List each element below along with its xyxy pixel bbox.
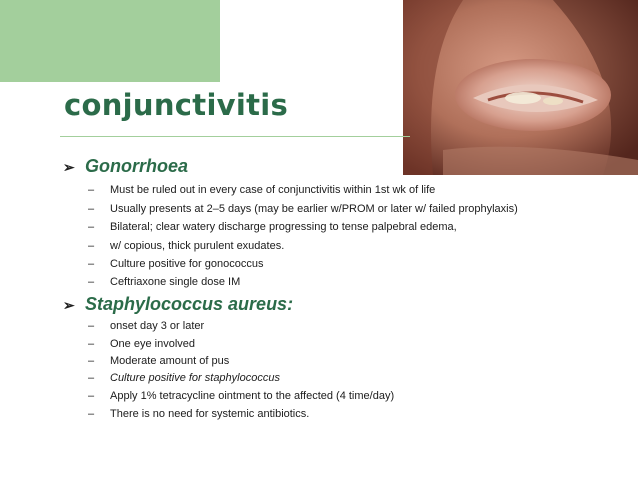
list-item <box>88 408 309 420</box>
list-item <box>88 390 394 402</box>
list-item-text: onset day 3 or later <box>110 320 205 332</box>
arrow-bullet-icon: ➢ <box>63 297 75 313</box>
list-item <box>88 355 229 367</box>
dash-bullet: – <box>88 408 95 420</box>
list-item-text: There is no need for systemic antibiotics. <box>110 408 310 420</box>
eye-photo <box>403 0 638 175</box>
list-item <box>88 338 195 350</box>
list-item <box>88 203 518 215</box>
list-item-text: One eye involved <box>110 338 195 350</box>
list-item <box>88 221 457 233</box>
dash-bullet: – <box>88 355 95 367</box>
dash-bullet: – <box>88 372 95 384</box>
dash-bullet: – <box>88 320 95 332</box>
list-item-text: Must be ruled out in every case of conjunctivitis within 1st wk of life <box>110 184 436 196</box>
dash-bullet: – <box>88 276 95 288</box>
dash-bullet: – <box>88 338 95 350</box>
dash-bullet: – <box>88 221 95 233</box>
list-item-text: w/ copious, thick purulent exudates. <box>110 240 285 252</box>
section-heading-text: Staphylococcus aureus: <box>85 294 294 314</box>
title-underline <box>60 136 410 137</box>
arrow-bullet-icon: ➢ <box>63 159 75 175</box>
list-item-text: Culture positive for gonococcus <box>110 258 264 270</box>
list-item <box>88 184 435 196</box>
dash-bullet: – <box>88 258 95 270</box>
green-accent-panel <box>0 0 220 82</box>
dash-bullet: – <box>88 390 95 402</box>
list-item-text: Moderate amount of pus <box>110 355 230 367</box>
list-item-text: Usually presents at 2–5 days (may be earlier w/PROM or later w/ failed prophylaxis) <box>110 203 518 215</box>
slide-title: conjunctivitis <box>64 88 289 122</box>
list-item <box>88 240 284 252</box>
dash-bullet: – <box>88 203 95 215</box>
section-heading-text: Gonorrhoea <box>85 156 189 176</box>
list-item-text: Culture positive for staphylococcus <box>110 372 280 384</box>
list-item-text: Apply 1% tetracycline ointment to the affected (4 time/day) <box>110 390 395 402</box>
list-item-text: Bilateral; clear watery discharge progressing to tense palpebral edema, <box>110 221 457 233</box>
section-heading-staphylococcus <box>63 294 293 315</box>
dash-bullet: – <box>88 184 95 196</box>
list-item <box>88 320 204 332</box>
dash-bullet: – <box>88 240 95 252</box>
section-heading-gonorrhoea <box>63 156 188 177</box>
list-item <box>88 258 263 270</box>
eye-photo-illustration <box>403 0 638 175</box>
list-item <box>88 276 240 288</box>
list-item-text: Ceftriaxone single dose IM <box>110 276 241 288</box>
list-item <box>88 372 280 384</box>
vertical-divider <box>220 0 222 82</box>
